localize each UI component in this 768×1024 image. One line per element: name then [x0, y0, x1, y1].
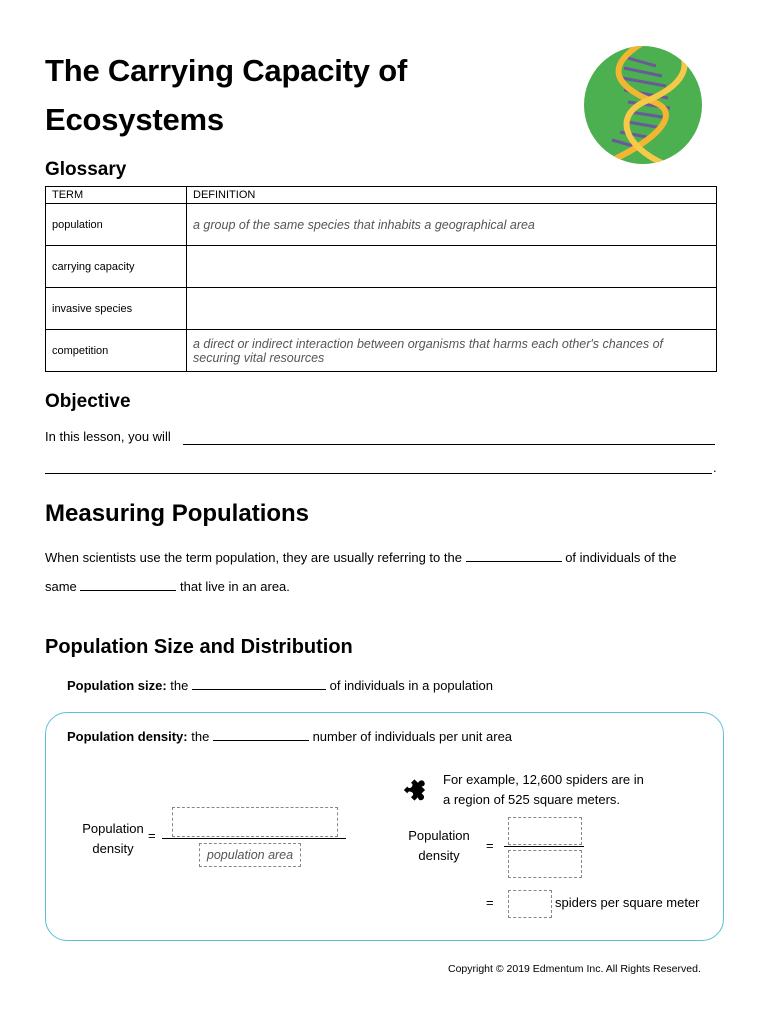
table-row [46, 288, 717, 330]
term-cell: population [46, 204, 187, 246]
example-text: For example, 12,600 spiders are in a region of 525 square meters. [443, 772, 644, 807]
measuring-sentence-line-2: same that live in an area. [45, 579, 290, 594]
objective-answer-line-1[interactable] [183, 444, 715, 445]
population-density-line: Population density: the number of individuals per unit area [67, 729, 513, 744]
size-distribution-heading: Population Size and Distribution [45, 636, 353, 658]
column-header-term: TERM [46, 187, 187, 204]
objective-prompt: In this lesson, you will [45, 429, 171, 444]
example-denominator-box[interactable] [508, 850, 582, 878]
dna-icon [584, 46, 702, 164]
formula-right-equals: = [486, 838, 494, 853]
blank-population-size[interactable] [192, 677, 326, 690]
definition-cell[interactable]: a group of the same species that inhabits a geographical area [187, 204, 717, 246]
table-row [46, 204, 717, 246]
formula-left-label: Population density [82, 821, 144, 856]
page-title: The Carrying Capacity of Ecosystems [45, 53, 408, 137]
result-unit: spiders per square meter [555, 895, 700, 910]
definition-cell[interactable] [187, 288, 717, 330]
blank-measure-2[interactable] [80, 578, 176, 591]
blank-population-density[interactable] [213, 728, 309, 741]
puzzle-icon [404, 776, 432, 809]
column-header-definition: DEFINITION [187, 187, 717, 204]
objective-heading: Objective [45, 391, 131, 412]
definition-cell[interactable] [187, 246, 717, 288]
objective-period: . [713, 460, 717, 475]
blank-measure-1[interactable] [466, 549, 562, 562]
definition-cell[interactable]: a direct or indirect interaction between organisms that harms each other's chances of securing vital resources [187, 330, 717, 372]
example-numerator-box[interactable] [508, 817, 582, 845]
formula-left-equals: = [148, 828, 156, 843]
result-input-box[interactable] [508, 890, 552, 918]
denominator-label: population area [199, 843, 301, 867]
measuring-heading: Measuring Populations [45, 500, 310, 527]
objective-answer-line-2[interactable] [45, 473, 712, 474]
term-cell: invasive species [46, 288, 187, 330]
numerator-input-box[interactable] [172, 807, 338, 837]
result-equals: = [486, 895, 494, 910]
table-row [46, 330, 717, 372]
table-row [46, 246, 717, 288]
term-cell: carrying capacity [46, 246, 187, 288]
table-header-row [46, 187, 717, 204]
glossary-heading: Glossary [45, 159, 127, 180]
term-cell: competition [46, 330, 187, 372]
copyright-footer: Copyright © 2019 Edmentum Inc. All Rights Reserved. [448, 963, 701, 975]
measuring-sentence-line-1: When scientists use the term population, they are usually referring to the of individuals of the [45, 550, 677, 565]
fraction-bar-left [162, 838, 346, 839]
fraction-bar-right [504, 846, 584, 847]
population-size-line: Population size: the of individuals in a population [67, 678, 493, 693]
formula-right-label: Population density [408, 828, 470, 863]
glossary-table [45, 186, 717, 372]
